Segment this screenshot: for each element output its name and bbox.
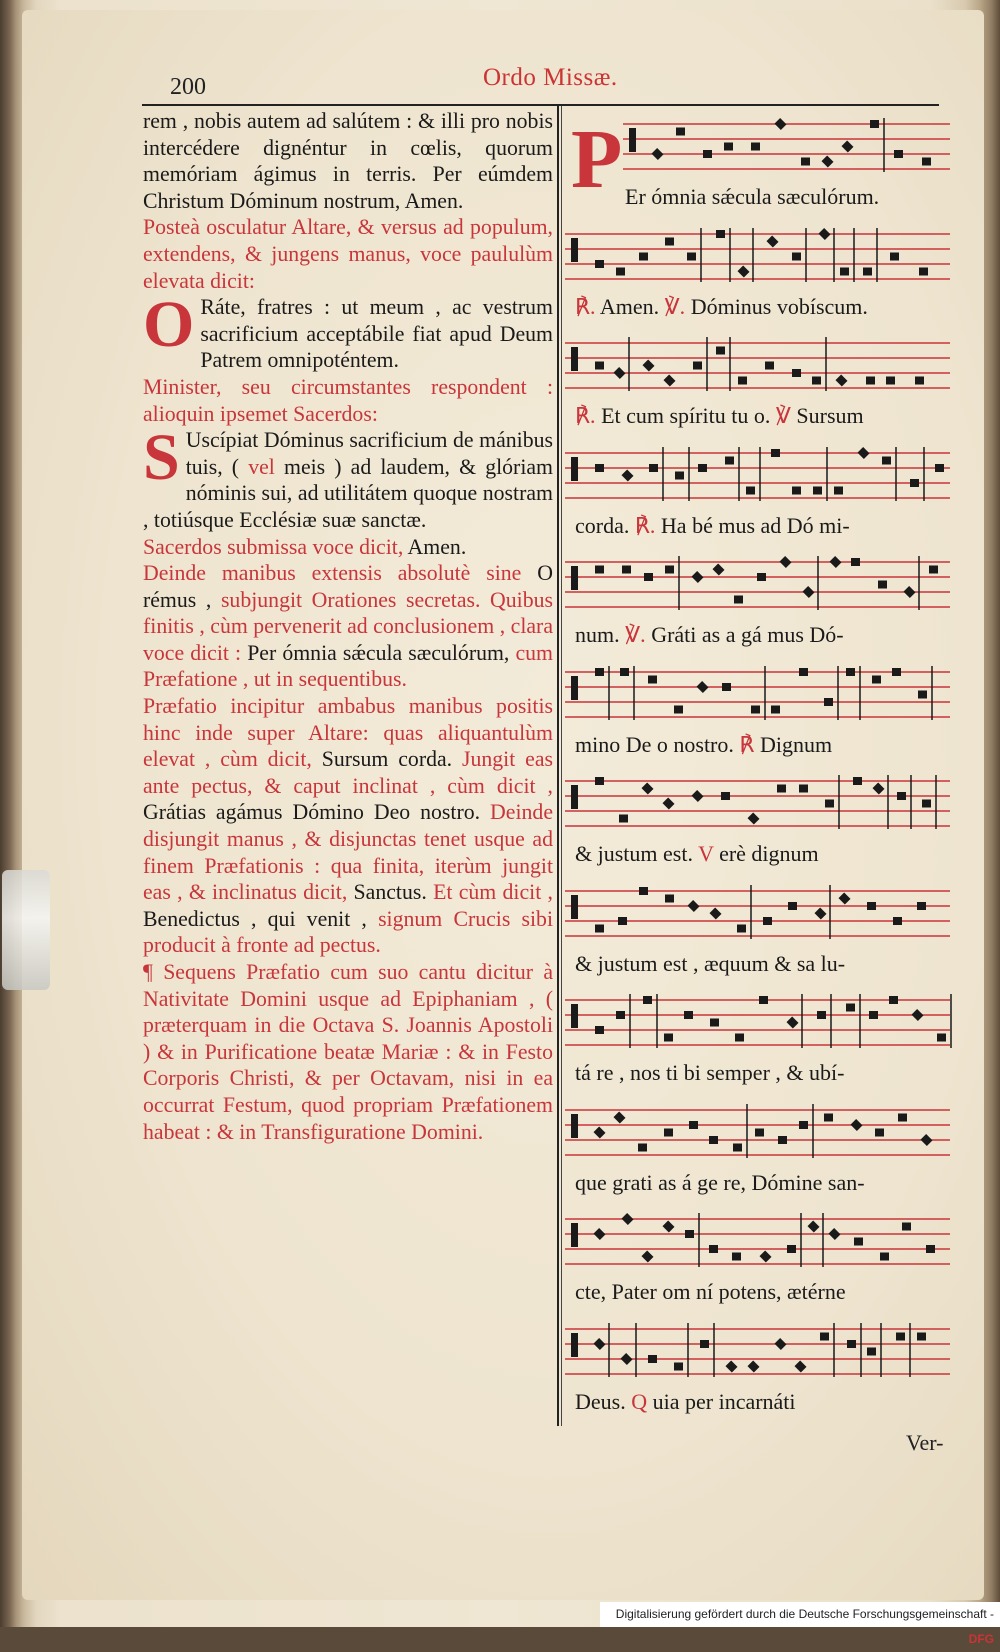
dfg-logo: DFG [968, 1632, 994, 1646]
column-rule-inner [561, 106, 562, 1426]
initial-letter: S [143, 421, 180, 495]
chant-staff [565, 335, 955, 399]
digitization-credit [600, 1602, 1000, 1646]
chant-staff [565, 1321, 955, 1385]
chant-staff [565, 1211, 955, 1275]
chant-staff [565, 116, 955, 180]
pilcrow-mark: ¶ [143, 960, 153, 984]
chant-staff [565, 664, 955, 728]
column-rule [557, 106, 559, 1426]
chant-staff [565, 226, 955, 290]
paragraph-secreta: Deinde manibus extensis absolutè sine O rémus , subjungit Orationes secretas. Quibus finitis , cùm pervenerit ad conclusionem , clara voce dicit : Per ómnia sǽcula sæculórum, cum Præfatione , ut in sequentibus. [143, 561, 554, 692]
paragraph-praefatio: Præfatio incipitur ambabus manibus positis hinc inde super Altare: quas aliquantulùm elevat , cùm dicit, Sursum corda. Jungit eas ante pectus, & caput inclinat , cùm dicit , Grátias agámus Dómino Deo nostro. Deinde disjungit manus , & disjunctas tenet usque ad finem Præfationis : qua finita, iterùm jungit eas , & inclinatus dicit, Sanctus. Et cùm dicit , Benedictus , qui venit , signum Crucis sibi producit à fronte ad pectus. [143, 694, 554, 958]
initial-letter-p: P [571, 113, 623, 206]
paragraph-suscipiat: S Uscípiat Dóminus sacrificium de mánibus tuis, ( vel meis ) ad laudem, & glóriam nóminis sui, ad utilitátem quoque nostram , totiúsque Ecclésiæ suæ sanctæ. [143, 421, 554, 532]
chant-staff [565, 554, 955, 618]
chant-staff [565, 883, 955, 947]
catchword: Ver- [906, 1430, 944, 1455]
lyric-line: & justum est. V erè dignum [575, 841, 819, 866]
lyric-line: cte, Pater om ní potens, ætérne [575, 1279, 846, 1304]
lyric-line: ℟. Amen. ℣. Dóminus vobíscum. [575, 293, 868, 319]
running-head: Ordo Missæ. [483, 64, 618, 91]
paragraph: rem , nobis autem ad salútem : & illi pro nobis intercédere dignéntur in cœlis, quorum memóriam ágimus in terris. Per eúmdem Christum Dóminum nostrum, Amen. [143, 109, 553, 213]
lyric-line: num. ℣. Gráti as a gá mus Dó- [575, 622, 844, 647]
lyric-line: Er ómnia sǽcula sæculórum. [625, 184, 880, 209]
paragraph-orate: O Ráte, fratres : ut meum , ac vestrum sacrificium acceptábile fiat apud Deum Patrem omnipoténtem. [143, 288, 553, 373]
lyric-line: ℟. Et cum spíritu tu o. ℣ Sursum [575, 403, 864, 428]
lyric-line: Deus. Q uia per incarnáti [575, 1388, 796, 1414]
chant-staff [565, 445, 955, 509]
paragraph-amen: Sacerdos submissa voce dicit, Amen. [143, 534, 467, 559]
rubric-paragraph: Posteà osculatur Altare, & versus ad populum, extendens, & jungens manus, voce paululùm elevata dicit: [143, 215, 553, 293]
lyric-line: que grati as á ge re, Dómine san- [575, 1169, 865, 1195]
lyric-line: mino De o nostro. ℟ Dignum [575, 731, 833, 757]
chant-staff [565, 773, 955, 837]
lyric-line: corda. ℟. Ha bé mus ad Dó mi- [575, 512, 850, 538]
page-clip [2, 870, 50, 990]
chant-staff [565, 992, 955, 1056]
left-column-text [143, 108, 553, 1145]
folio-number: 200 [170, 74, 206, 100]
initial-letter: O [143, 288, 195, 362]
rubric-paragraph: Minister, seu circumstantes respondent : alioquin ipsemet Sacerdos: [143, 374, 553, 426]
lyric-line: & justum est , æquum & sa lu- [575, 950, 846, 976]
chant-staff [565, 1102, 955, 1166]
header-rule [142, 104, 939, 106]
paragraph-sequens: ¶ Sequens Præfatio cum suo cantu dicitur à Nativitate Domini usque ad Epiphaniam , ( præterquam in die Octava S. Joannis Apostoli ) & in Purificatione beatæ Mariæ : & in Festo Corporis Christi, & per Octavam, nisi in ea occurrat Festum, quod propriam Præfationem habeat : & in Transfiguratione Domini. [143, 960, 553, 1144]
lyric-line: tá re , nos ti bi semper , & ubí- [575, 1060, 845, 1085]
credit-text: Digitalisierung gefördert durch die Deutsche Forschungsgemeinschaft - [615, 1607, 994, 1621]
